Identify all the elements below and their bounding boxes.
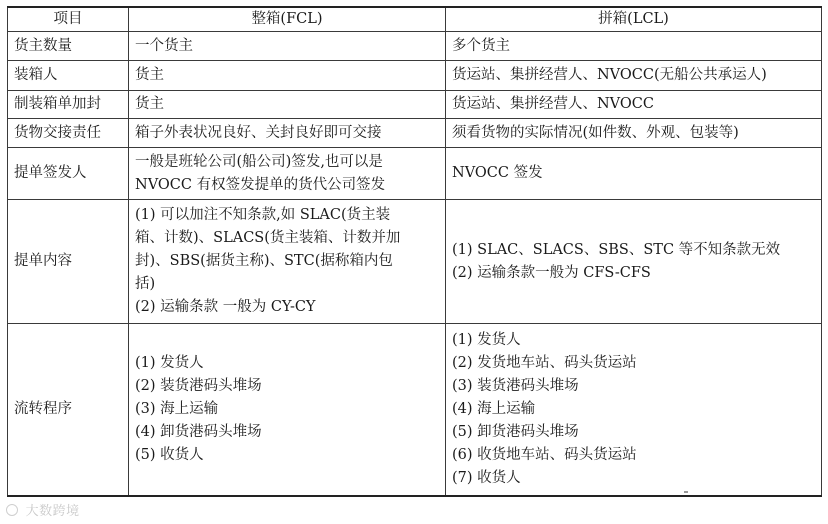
fcl-cell: 箱子外表状况良好、关封良好即可交接 [129,119,446,148]
lcl-line: (1) 发货人 [452,331,521,348]
row-label: 货物交接责任 [8,119,129,148]
table-row [8,119,822,148]
fcl-line: 括) [135,276,156,292]
fcl-cell [129,200,446,324]
fcl-cell: 货主 [129,91,446,119]
fcl-line: (5) 收货人 [135,446,204,463]
lcl-line: (4) 海上运输 [452,400,536,417]
fcl-cell [129,148,446,200]
row-label: 流转程序 [8,324,129,496]
lcl-line: (6) 收货地车站、码头货运站 [452,446,637,463]
watermark [6,500,80,519]
lcl-line: (1) SLAC、SLACS、SBS、STC 等不知条款无效 [452,241,781,258]
fcl-line: (1) 发货人 [135,354,204,371]
lcl-cell [446,324,822,496]
watermark-text: 大数跨境 [25,504,80,519]
header-fcl: 整箱(FCL) [129,7,446,32]
fcl-line: (2) 装货港码头堆场 [135,377,262,394]
lcl-cell: 须看货物的实际情况(如件数、外观、包装等) [446,119,822,148]
lcl-cell: 货运站、集拼经营人、NVOCC [446,91,822,119]
lcl-line: (2) 发货地车站、码头货运站 [452,354,637,371]
lcl-line: (5) 卸货港码头堆场 [452,423,579,440]
table-row [8,148,822,200]
fcl-cell: 货主 [129,61,446,91]
header-item: 项目 [8,7,129,32]
fcl-cell [129,324,446,496]
table-row [8,91,822,119]
fcl-line: 一般是班轮公司(船公司)签发,也可以是 [135,153,383,170]
header-row [8,7,822,32]
fcl-line: 封)、SBS(据货主称)、STC(据称箱内包 [135,253,393,269]
lcl-cell: 货运站、集拼经营人、NVOCC(无船公共承运人) [446,61,822,91]
lcl-line: (2) 运输条款一般为 CFS-CFS [452,264,651,281]
stray-mark [684,491,688,493]
table-row [8,61,822,91]
lcl-line: (3) 装货港码头堆场 [452,377,579,394]
fcl-line: (2) 运输条款 一般为 CY-CY [135,299,316,315]
fcl-line: 箱、计数)、SLACS(货主装箱、计数并加 [135,230,401,246]
row-label: 制装箱单加封 [8,91,129,119]
lcl-cell: NVOCC 签发 [446,148,822,200]
table-row [8,32,822,61]
fcl-line: NVOCC 有权签发提单的货代公司签发 [135,176,386,193]
fcl-lcl-comparison-table [7,6,822,497]
fcl-line: (1) 可以加注不知条款,如 SLAC(货主装 [135,207,391,223]
fcl-line: (3) 海上运输 [135,400,219,417]
table-row [8,324,822,496]
fcl-line: (4) 卸货港码头堆场 [135,423,262,440]
row-label: 货主数量 [8,32,129,61]
lcl-cell: 多个货主 [446,32,822,61]
brand-logo-icon [6,504,18,516]
fcl-cell: 一个货主 [129,32,446,61]
lcl-cell [446,200,822,324]
table-row [8,200,822,324]
lcl-line: (7) 收货人 [452,469,521,486]
row-label: 提单签发人 [8,148,129,200]
row-label: 提单内容 [8,200,129,324]
row-label: 装箱人 [8,61,129,91]
header-lcl: 拼箱(LCL) [446,7,822,32]
